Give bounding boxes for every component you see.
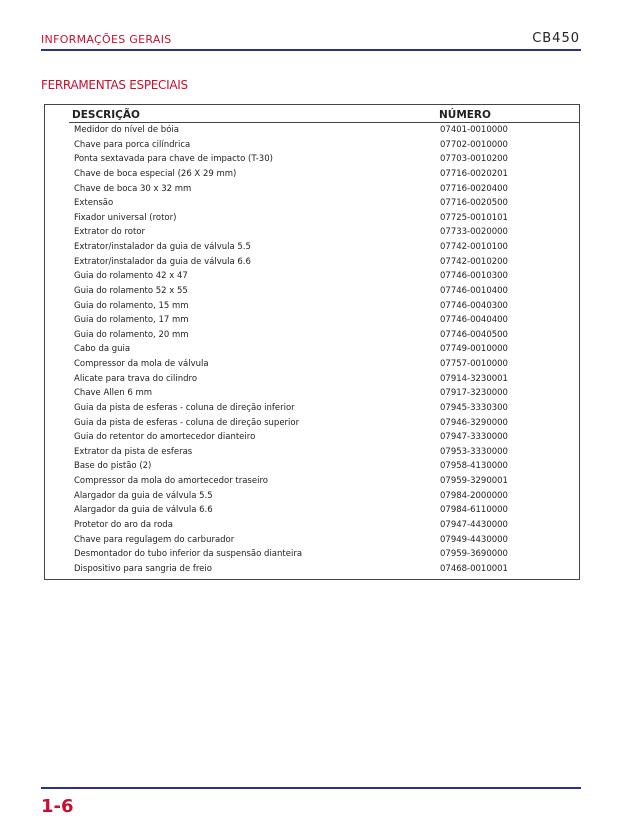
table-row [45,489,579,504]
tool-description: Guia da pista de esferas - coluna de direção superior [74,417,300,428]
column-header-description: DESCRIÇÃO [72,109,140,121]
tool-number: 07468-0010001 [440,563,508,574]
tool-number: 07959-3690000 [440,549,508,560]
table-row [45,196,579,211]
tool-number: 07746-0040300 [440,300,508,311]
tool-number: 07917-3230000 [440,388,508,399]
header-rule [41,49,581,51]
tool-description: Extrator do rotor [74,227,146,238]
table-row [45,342,579,357]
table-row [45,211,579,226]
column-header-number: NÚMERO [439,109,491,121]
tool-description: Guia da pista de esferas - coluna de direção inferior [74,402,295,413]
header-model: CB450 [532,31,580,46]
table-row [45,445,579,460]
table-row [45,152,579,167]
table-row [45,503,579,518]
tool-description: Chave de boca 30 x 32 mm [74,183,192,194]
table-row [45,386,579,401]
table-row [45,430,579,445]
tool-description: Alicate para trava do cilindro [74,373,198,384]
tool-number: 07757-0010000 [440,359,508,369]
table-row [45,123,579,138]
table-row [45,255,579,270]
tool-number: 07914-3230001 [440,373,508,384]
tool-number: 07742-0010100 [440,242,508,252]
table-row [45,299,579,314]
tool-description: Chave para porca cilíndrica [74,139,191,150]
tool-description: Guia do retentor do amortecedor dianteiro [74,432,256,443]
tool-number: 07703-0010200 [440,154,508,165]
table-row [45,533,579,548]
tool-number: 07984-6110000 [440,505,508,516]
tool-description: Guia do rolamento, 17 mm [74,315,189,326]
table-row [45,474,579,489]
table-row [45,284,579,299]
tool-description: Extrator/instalador da guia de válvula 5.5 [74,242,251,252]
tool-number: 07946-3290000 [440,417,508,428]
tool-number: 07716-0020400 [440,183,508,194]
tool-number: 07725-0010101 [440,212,508,223]
table-row [45,328,579,343]
tool-description: Dispositivo para sangria de freio [74,563,212,574]
table-row [45,416,579,431]
tool-description: Guia do rolamento, 15 mm [74,300,189,311]
table-row [45,562,579,577]
tool-description: Guia do rolamento 42 x 47 [74,271,188,282]
tool-description: Compressor da mola de válvula [74,359,209,369]
tool-number: 07733-0020000 [440,227,508,238]
tool-number: 07949-4430000 [440,534,508,545]
tool-description: Ponta sextavada para chave de impacto (T-30) [74,154,273,165]
table-row [45,225,579,240]
header-section-title: INFORMAÇÕES GERAIS [41,33,172,46]
tool-description: Cabo da guia [74,344,131,355]
tool-number: 07716-0020500 [440,198,508,209]
tool-number: 07716-0020201 [440,168,508,179]
tool-number: 07401-0010000 [440,125,508,135]
tool-number: 07746-0040400 [440,315,508,326]
tool-description: Protetor do aro da roda [74,519,173,530]
page-number: 1-6 [41,796,74,817]
tool-description: Desmontador do tubo inferior da suspensão dianteira [74,549,303,560]
tool-number: 07953-3330000 [440,446,508,457]
table-row [45,357,579,372]
table-row [45,372,579,387]
table-row [45,459,579,474]
section-title: FERRAMENTAS ESPECIAIS [41,78,188,92]
tool-number: 07947-3330000 [440,432,508,443]
tool-number: 07945-3330300 [440,402,508,413]
tool-number: 07702-0010000 [440,139,508,150]
table-row [45,313,579,328]
tool-description: Chave de boca especial (26 X 29 mm) [74,168,237,179]
table-row [45,401,579,416]
tool-number: 07947-4430000 [440,519,508,530]
footer-rule [41,787,581,789]
tool-number: 07742-0010200 [440,256,508,267]
tool-description: Compressor da mola do amortecedor traseiro [74,476,268,486]
table-row [45,167,579,182]
tool-description: Chave para regulagem do carburador [74,534,235,545]
tool-number: 07749-0010000 [440,344,508,355]
tool-number: 07958-4130000 [440,461,508,472]
tool-description: Alargador da guia de válvula 5.5 [74,490,213,501]
tool-description: Extensão [74,198,114,209]
table-row [45,182,579,197]
tool-description: Base do pistão (2) [74,461,152,472]
table-row [45,518,579,533]
tool-description: Medidor do nível de bóia [74,125,179,135]
table-row [45,547,579,562]
tool-description: Extrator/instalador da guia de válvula 6.6 [74,256,251,267]
tool-description: Guia do rolamento 52 x 55 [74,285,188,296]
tool-number: 07746-0010400 [440,285,508,296]
tool-description: Guia do rolamento, 20 mm [74,329,189,340]
tool-description: Fixador universal (rotor) [74,212,177,223]
table-row [45,138,579,153]
tool-number: 07746-0040500 [440,329,508,340]
table-body [45,123,579,576]
tool-description: Extrator da pista de esferas [74,446,193,457]
tool-number: 07959-3290001 [440,476,508,486]
tool-description: Chave Allen 6 mm [74,388,153,399]
tool-description: Alargador da guia de válvula 6.6 [74,505,213,516]
table-row [45,269,579,284]
table-row [45,240,579,255]
tool-number: 07984-2000000 [440,490,508,501]
tool-number: 07746-0010300 [440,271,508,282]
tools-table [44,104,580,580]
